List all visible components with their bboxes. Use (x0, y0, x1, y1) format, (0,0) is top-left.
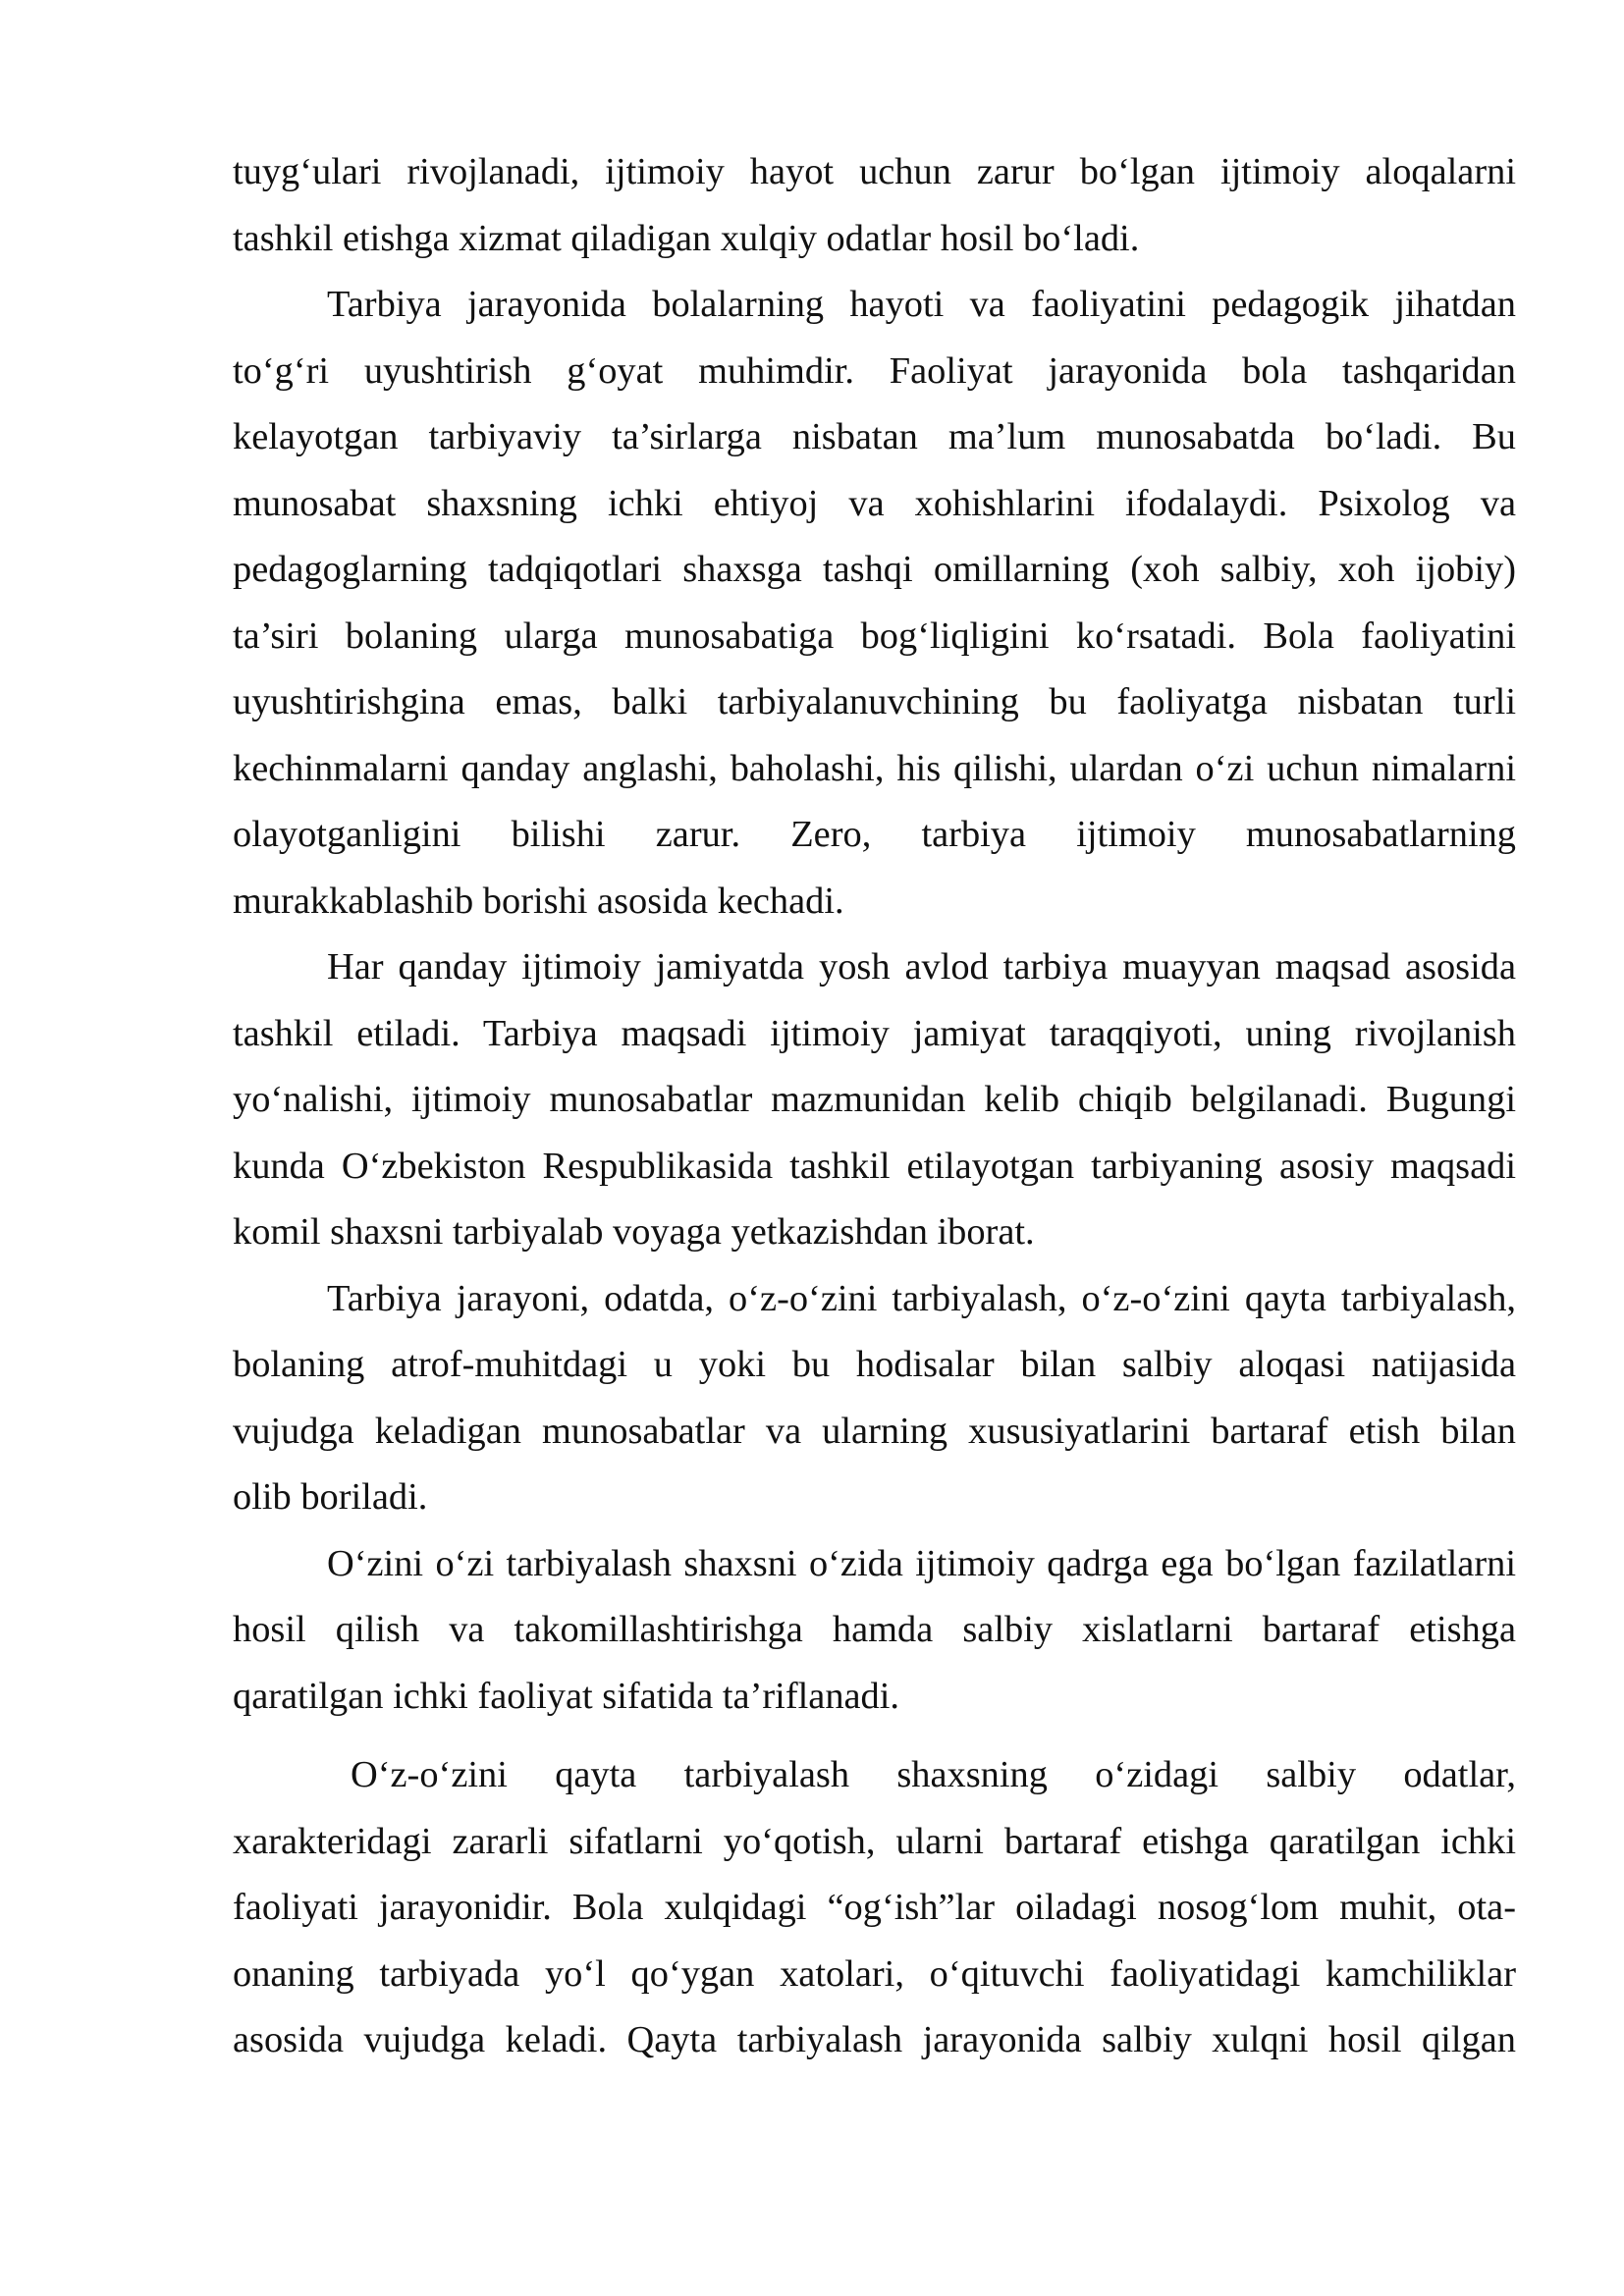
text-line: to‘g‘ri uyushtirish g‘oyat muhimdir. Faoliyat jarayonida bola tashqaridan (233, 349, 1516, 392)
paragraph (233, 1531, 1516, 1731)
text-line: tuyg‘ulari rivojlanadi, ijtimoiy hayot uchun zarur bo‘lgan ijtimoiy aloqalarni (233, 151, 1516, 192)
text-line: tashkil etiladi. Tarbiya maqsadi ijtimoiy jamiyat taraqqiyoti, uning rivojlanish (233, 1012, 1516, 1054)
text-line: asosida vujudga keladi. Qayta tarbiyalash jarayonida salbiy xulqni hosil qilgan (233, 2019, 1516, 2060)
text-line: murakkablashib borishi asosida kechadi. (233, 880, 844, 922)
text-line: Tarbiya jarayonida bolalarning hayoti va faoliyatini pedagogik jihatdan (327, 284, 1516, 325)
paragraph (233, 272, 1516, 934)
text-line: tashkil etishga xizmat qiladigan xulqiy odatlar hosil bo‘ladi. (233, 217, 1140, 259)
text-line: munosabat shaxsning ichki ehtiyoj va xohishlarini ifodalaydi. Psixolog va (233, 482, 1516, 524)
text-line: Har qanday ijtimoiy jamiyatda yosh avlod tarbiya muayyan maqsad asosida (327, 946, 1516, 988)
text-line: onaning tarbiyada yo‘l qo‘ygan xatolari, o‘qituvchi faoliyatidagi kamchiliklar (233, 1952, 1516, 1995)
paragraph (233, 1266, 1516, 1531)
text-line: hosil qilish va takomillashtirishga hamda salbiy xislatlarni bartaraf etishga (233, 1609, 1516, 1650)
text-line: komil shaxsni tarbiyalab voyaga yetkazishdan iborat. (233, 1211, 1035, 1253)
paragraph (233, 1742, 1516, 2074)
text-line: kunda O‘zbekiston Respublikasida tashkil etilayotgan tarbiyaning asosiy maqsadi (233, 1145, 1516, 1187)
text-line: olib boriladi. (233, 1476, 428, 1518)
text-line: qaratilgan ichki faoliyat sifatida ta’riflanadi. (233, 1675, 900, 1717)
text-line: xarakteridagi zararli sifatlarni yo‘qotish, ularni bartaraf etishga qaratilgan ichki (233, 1820, 1516, 1862)
body-text (233, 139, 1516, 2074)
text-line: bolaning atrof-muhitdagi u yoki bu hodisalar bilan salbiy aloqasi natijasida (233, 1344, 1516, 1385)
text-line: uyushtirishgina emas, balki tarbiyalanuvchining bu faoliyatga nisbatan turli (233, 681, 1516, 722)
text-line: pedagoglarning tadqiqotlari shaxsga tashqi omillarning (xoh salbiy, xoh ijobiy) (233, 549, 1516, 590)
paragraph (233, 139, 1516, 272)
text-line: Tarbiya jarayoni, odatda, o‘z-o‘zini tarbiyalash, o‘z-o‘zini qayta tarbiyalash, (327, 1277, 1516, 1319)
paragraph (233, 934, 1516, 1266)
text-line: O‘zini o‘zi tarbiyalash shaxsni o‘zida ijtimoiy qadrga ega bo‘lgan fazilatlarni (327, 1542, 1516, 1584)
text-line: O‘z-o‘zini qayta tarbiyalash shaxsning o‘zidagi salbiy odatlar, (351, 1754, 1516, 1795)
text-line: vujudga keladigan munosabatlar va ularning xususiyatlarini bartaraf etish bilan (233, 1410, 1516, 1452)
text-line: ta’siri bolaning ularga munosabatiga bog‘liqligini ko‘rsatadi. Bola faoliyatini (233, 614, 1516, 657)
text-line: yo‘nalishi, ijtimoiy munosabatlar mazmunidan kelib chiqib belgilanadi. Bugungi (233, 1079, 1516, 1120)
text-line: kelayotgan tarbiyaviy ta’sirlarga nisbatan ma’lum munosabatda bo‘ladi. Bu (233, 416, 1516, 457)
text-line: olayotganligini bilishi zarur. Zero, tarbiya ijtimoiy munosabatlarning (233, 814, 1516, 855)
text-line: kechinmalarni qanday anglashi, baholashi, his qilishi, ulardan o‘zi uchun nimalarni (233, 747, 1516, 789)
text-line: faoliyati jarayonidir. Bola xulqidagi “og‘ish”lar oiladagi nosog‘lom muhit, ota- (233, 1887, 1516, 1928)
